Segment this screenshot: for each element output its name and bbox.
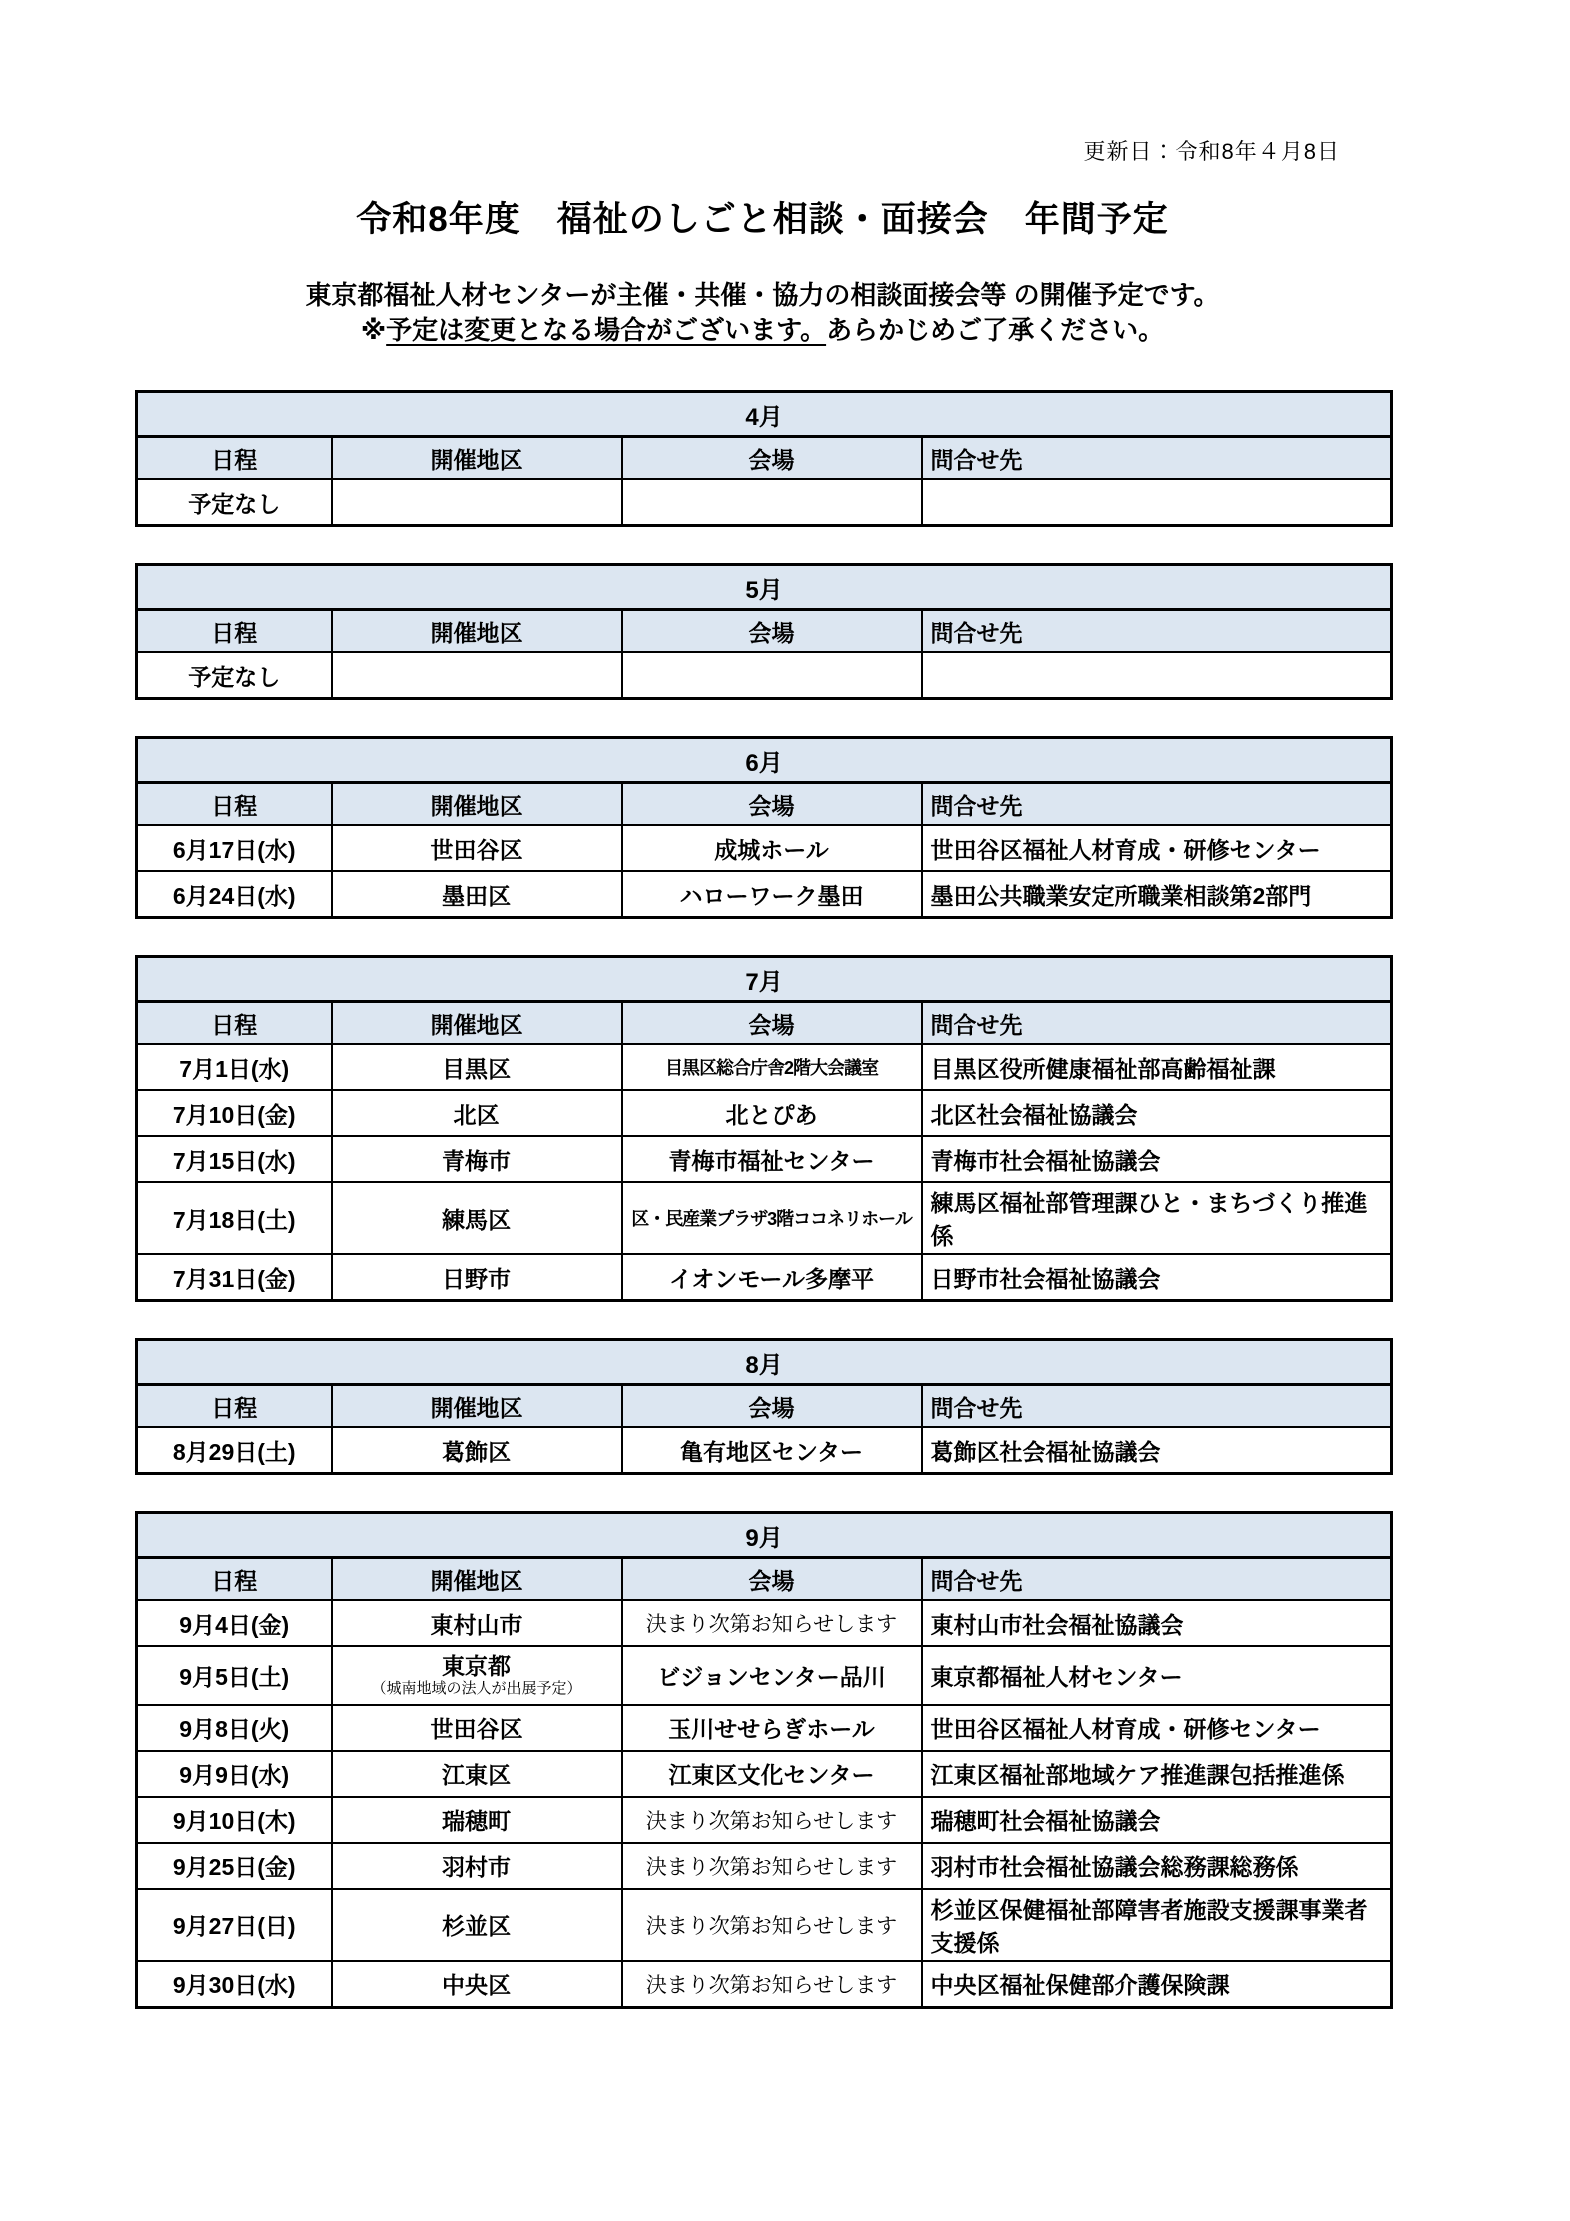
note-suffix: あらかじめご了承ください。	[826, 315, 1165, 346]
cell-venue: 決まり次第お知らせします	[622, 1889, 922, 1961]
cell-district	[332, 479, 622, 526]
column-header: 開催地区	[332, 783, 622, 826]
cell-district: 北区	[332, 1090, 622, 1136]
month-table	[135, 736, 1393, 919]
month-table	[135, 563, 1393, 700]
subtitle-note	[135, 313, 1390, 348]
column-header: 開催地区	[332, 1385, 622, 1428]
cell-venue: ビジョンセンター品川	[622, 1646, 922, 1704]
cell-date: 予定なし	[137, 479, 332, 526]
column-header: 開催地区	[332, 610, 622, 653]
cell-contact: 北区社会福祉協議会	[922, 1090, 1392, 1136]
month-title: 6月	[137, 738, 1392, 783]
district-name: 東京都	[442, 1653, 511, 1680]
cell-venue	[622, 652, 922, 699]
cell-venue: イオンモール多摩平	[622, 1254, 922, 1301]
cell-district	[332, 652, 622, 699]
cell-venue: 決まり次第お知らせします	[622, 1600, 922, 1646]
column-header: 日程	[137, 437, 332, 480]
column-header: 日程	[137, 610, 332, 653]
cell-contact: 青梅市社会福祉協議会	[922, 1136, 1392, 1182]
cell-venue: 決まり次第お知らせします	[622, 1843, 922, 1889]
column-header: 問合せ先	[922, 1385, 1392, 1428]
column-header: 問合せ先	[922, 610, 1392, 653]
cell-contact: 日野市社会福祉協議会	[922, 1254, 1392, 1301]
cell-contact: 練馬区福祉部管理課ひと・まちづくり推進係	[922, 1182, 1392, 1254]
column-header: 問合せ先	[922, 1558, 1392, 1601]
note-underlined-text: 予定は変更となる場合がございます。	[386, 315, 827, 346]
cell-district: 世田谷区	[332, 1705, 622, 1751]
month-title: 4月	[137, 392, 1392, 437]
cell-contact: 江東区福祉部地域ケア推進課包括推進係	[922, 1751, 1392, 1797]
cell-date: 9月10日(木)	[137, 1797, 332, 1843]
table-row	[137, 1961, 1392, 2008]
subtitle-line1: 東京都福祉人材センターが主催・共催・協力の相談面接会等 の開催予定です。	[305, 280, 1220, 310]
cell-district: 瑞穂町	[332, 1797, 622, 1843]
note-prefix: ※	[360, 315, 387, 346]
cell-venue: ハローワーク墨田	[622, 871, 922, 918]
cell-date: 6月24日(水)	[137, 871, 332, 918]
cell-venue: 成城ホール	[622, 825, 922, 871]
column-header: 問合せ先	[922, 783, 1392, 826]
cell-date: 9月5日(土)	[137, 1646, 332, 1704]
page-title: 令和8年度 福祉のしごと相談・面接会 年間予定	[356, 200, 1169, 239]
cell-venue: 区・民産業プラザ3階ココネリホール	[622, 1182, 922, 1254]
cell-contact	[922, 479, 1392, 526]
cell-district: 中央区	[332, 1961, 622, 2008]
cell-venue: 玉川せせらぎホール	[622, 1705, 922, 1751]
cell-district: 世田谷区	[332, 825, 622, 871]
column-header: 開催地区	[332, 437, 622, 480]
column-header: 会場	[622, 1385, 922, 1428]
month-tables	[135, 390, 1390, 2008]
month-table	[135, 955, 1393, 1302]
cell-contact: 羽村市社会福祉協議会総務課総務係	[922, 1843, 1392, 1889]
column-header: 問合せ先	[922, 1002, 1392, 1045]
cell-contact: 杉並区保健福祉部障害者施設支援課事業者支援係	[922, 1889, 1392, 1961]
cell-date: 予定なし	[137, 652, 332, 699]
month-title: 8月	[137, 1340, 1392, 1385]
cell-date: 7月10日(金)	[137, 1090, 332, 1136]
month-table	[135, 1511, 1393, 2008]
cell-venue	[622, 479, 922, 526]
cell-date: 6月17日(水)	[137, 825, 332, 871]
column-header: 会場	[622, 1002, 922, 1045]
table-row	[137, 1182, 1392, 1254]
cell-date: 7月18日(土)	[137, 1182, 332, 1254]
cell-contact: 世田谷区福祉人材育成・研修センター	[922, 1705, 1392, 1751]
cell-contact: 中央区福祉保健部介護保険課	[922, 1961, 1392, 2008]
cell-date: 7月1日(水)	[137, 1044, 332, 1090]
table-row	[137, 871, 1392, 918]
column-header: 日程	[137, 1385, 332, 1428]
cell-venue: 北とぴあ	[622, 1090, 922, 1136]
table-row	[137, 1136, 1392, 1182]
cell-venue: 決まり次第お知らせします	[622, 1961, 922, 2008]
cell-date: 7月15日(水)	[137, 1136, 332, 1182]
cell-contact	[922, 652, 1392, 699]
document-page	[135, 0, 1390, 2009]
cell-date: 8月29日(土)	[137, 1427, 332, 1474]
cell-contact: 目黒区役所健康福祉部高齢福祉課	[922, 1044, 1392, 1090]
column-header: 日程	[137, 1002, 332, 1045]
cell-venue: 目黒区総合庁舎2階大会議室	[622, 1044, 922, 1090]
cell-date: 9月30日(水)	[137, 1961, 332, 2008]
column-header: 日程	[137, 783, 332, 826]
cell-contact: 世田谷区福祉人材育成・研修センター	[922, 825, 1392, 871]
column-header: 開催地区	[332, 1558, 622, 1601]
column-header: 会場	[622, 437, 922, 480]
cell-date: 9月8日(火)	[137, 1705, 332, 1751]
table-row	[137, 1254, 1392, 1301]
table-row	[137, 1427, 1392, 1474]
table-row	[137, 652, 1392, 699]
cell-district: 青梅市	[332, 1136, 622, 1182]
cell-district: 葛飾区	[332, 1427, 622, 1474]
cell-contact: 墨田公共職業安定所職業相談第2部門	[922, 871, 1392, 918]
column-header: 会場	[622, 1558, 922, 1601]
cell-district: 目黒区	[332, 1044, 622, 1090]
column-header: 開催地区	[332, 1002, 622, 1045]
cell-date: 9月4日(金)	[137, 1600, 332, 1646]
table-row	[137, 479, 1392, 526]
cell-contact: 東京都福祉人材センター	[922, 1646, 1392, 1704]
month-table	[135, 1338, 1393, 1475]
cell-venue: 江東区文化センター	[622, 1751, 922, 1797]
cell-contact: 瑞穂町社会福祉協議会	[922, 1797, 1392, 1843]
cell-venue: 決まり次第お知らせします	[622, 1797, 922, 1843]
updated-date: 更新日：令和8年４月8日	[1083, 139, 1340, 164]
cell-district: 江東区	[332, 1751, 622, 1797]
table-row	[137, 1044, 1392, 1090]
table-row	[137, 1705, 1392, 1751]
cell-date: 7月31日(金)	[137, 1254, 332, 1301]
column-header: 日程	[137, 1558, 332, 1601]
cell-venue: 青梅市福祉センター	[622, 1136, 922, 1182]
month-title: 9月	[137, 1513, 1392, 1558]
table-row	[137, 1797, 1392, 1843]
cell-district	[332, 1646, 622, 1704]
cell-district: 墨田区	[332, 871, 622, 918]
table-row	[137, 1090, 1392, 1136]
table-row	[137, 1646, 1392, 1704]
cell-contact: 東村山市社会福祉協議会	[922, 1600, 1392, 1646]
column-header: 会場	[622, 783, 922, 826]
cell-date: 9月27日(日)	[137, 1889, 332, 1961]
cell-date: 9月9日(水)	[137, 1751, 332, 1797]
cell-date: 9月25日(金)	[137, 1843, 332, 1889]
cell-district: 日野市	[332, 1254, 622, 1301]
cell-district: 杉並区	[332, 1889, 622, 1961]
table-row	[137, 1889, 1392, 1961]
column-header: 会場	[622, 610, 922, 653]
table-row	[137, 1843, 1392, 1889]
district-note: （城南地域の法人が出展予定）	[371, 1679, 582, 1697]
table-row	[137, 1751, 1392, 1797]
cell-venue: 亀有地区センター	[622, 1427, 922, 1474]
month-title: 7月	[137, 957, 1392, 1002]
column-header: 問合せ先	[922, 437, 1392, 480]
cell-district: 東村山市	[332, 1600, 622, 1646]
table-row	[137, 825, 1392, 871]
cell-district: 練馬区	[332, 1182, 622, 1254]
month-title: 5月	[137, 565, 1392, 610]
cell-contact: 葛飾区社会福祉協議会	[922, 1427, 1392, 1474]
subtitle	[135, 278, 1390, 348]
month-table	[135, 390, 1393, 527]
table-row	[137, 1600, 1392, 1646]
cell-district: 羽村市	[332, 1843, 622, 1889]
